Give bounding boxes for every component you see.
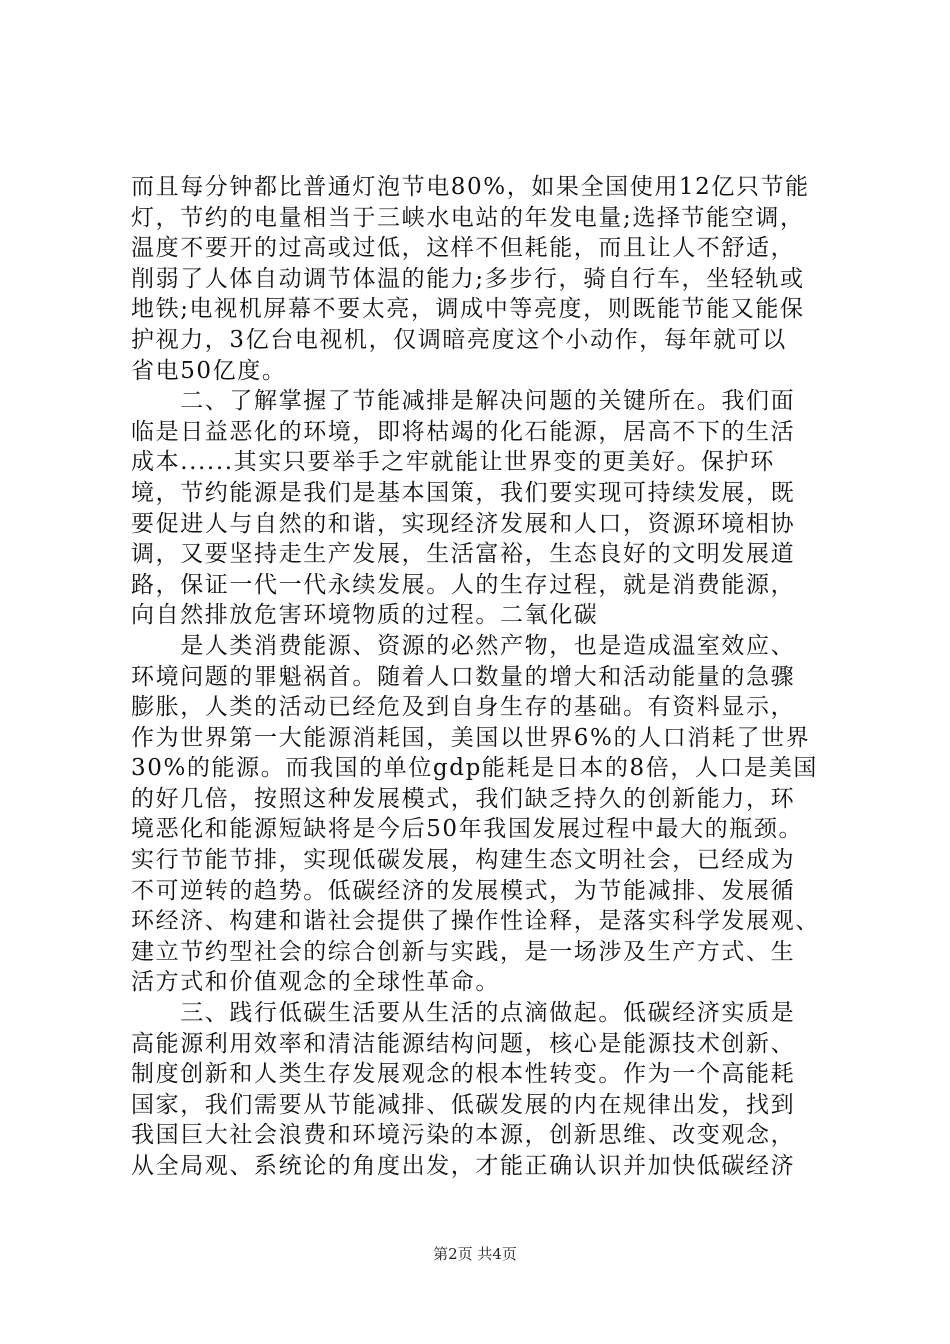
text-line: 从全局观、系统论的角度出发，才能正确认识并加快低碳经济: [131, 1153, 796, 1179]
text-line: 路，保证一代一代永续发展。人的生存过程，就是消费能源，: [131, 571, 796, 598]
text-line: 作为世界第一大能源消耗国，美国以世界6%的人口消耗了世界: [131, 724, 811, 751]
text-line: 膨胀，人类的活动已经危及到自身生存的基础。有资料显示，: [131, 694, 796, 721]
text-line: 的好几倍，按照这种发展模式，我们缺乏持久的创新能力，环: [131, 785, 796, 812]
text-line: 高能源利用效率和清洁能源结构问题，核心是能源技术创新、: [131, 1030, 796, 1057]
text-line: 境恶化和能源短缺将是今后50年我国发展过程中最大的瓶颈。: [131, 816, 804, 843]
text-line: 建立节约型社会的综合创新与实践，是一场涉及生产方式、生: [131, 938, 796, 965]
text-line: 而且每分钟都比普通灯泡节电80%，如果全国使用12亿只节能: [131, 174, 810, 200]
page-number: 第2页 共4页: [433, 1245, 517, 1263]
text-line: 灯，节约的电量相当于三峡水电站的年发电量;选择节能空调，: [131, 204, 805, 231]
text-line: 环境问题的罪魁祸首。随着人口数量的增大和活动能量的急骤: [131, 663, 796, 690]
text-line: 削弱了人体自动调节体温的能力;多步行，骑自行车，坐轻轨或: [131, 265, 805, 292]
text-line: 地铁;电视机屏幕不要太亮，调成中等亮度，则既能节能又能保: [131, 296, 805, 323]
text-line: 温度不要开的过高或过低，这样不但耗能，而且让人不舒适，: [131, 235, 796, 262]
text-line: 是人类消费能源、资源的必然产物，也是造成温室效应、: [131, 632, 796, 659]
text-line: 国家，我们需要从节能减排、低碳发展的内在规律出发，找到: [131, 1091, 796, 1118]
text-line: 调，又要坚持走生产发展，生活富裕，生态良好的文明发展道: [131, 541, 796, 568]
text-line: 活方式和价值观念的全球性革命。: [131, 969, 500, 996]
text-line: 30%的能源。而我国的单位gdp能耗是日本的8倍，人口是美国: [131, 755, 818, 782]
text-line: 境，节约能源是我们是基本国策，我们要实现可持续发展，既: [131, 479, 796, 506]
text-line: 要促进人与自然的和谐，实现经济发展和人口，资源环境相协: [131, 510, 796, 537]
text-line: 环经济、构建和谐社会提供了操作性诠释，是落实科学发展观、: [131, 908, 820, 935]
text-line: 成本......其实只要举手之牢就能让世界变的更美好。保护环: [131, 449, 775, 476]
text-line: 三、践行低碳生活要从生活的点滴做起。低碳经济实质是: [131, 1000, 796, 1027]
text-line: 我国巨大社会浪费和环境污染的本源，创新思维、改变观念，: [131, 1122, 796, 1149]
text-line: 省电50亿度。: [131, 357, 287, 384]
text-line: 临是日益恶化的环境，即将枯竭的化石能源，居高不下的生活: [131, 418, 796, 445]
text-line: 实行节能节排，实现低碳发展，构建生态文明社会，已经成为: [131, 847, 796, 874]
text-line: 制度创新和人类生存发展观念的根本性转变。作为一个高能耗: [131, 1061, 796, 1088]
document-body: [131, 172, 831, 1182]
text-line: 向自然排放危害环境物质的过程。二氧化碳: [131, 602, 599, 629]
text-line: 护视力，3亿台电视机，仅调暗亮度这个小动作，每年就可以: [131, 326, 787, 353]
text-line: 二、了解掌握了节能减排是解决问题的关键所在。我们面: [131, 388, 796, 415]
text-line: 不可逆转的趋势。低碳经济的发展模式，为节能减排、发展循: [131, 877, 796, 904]
